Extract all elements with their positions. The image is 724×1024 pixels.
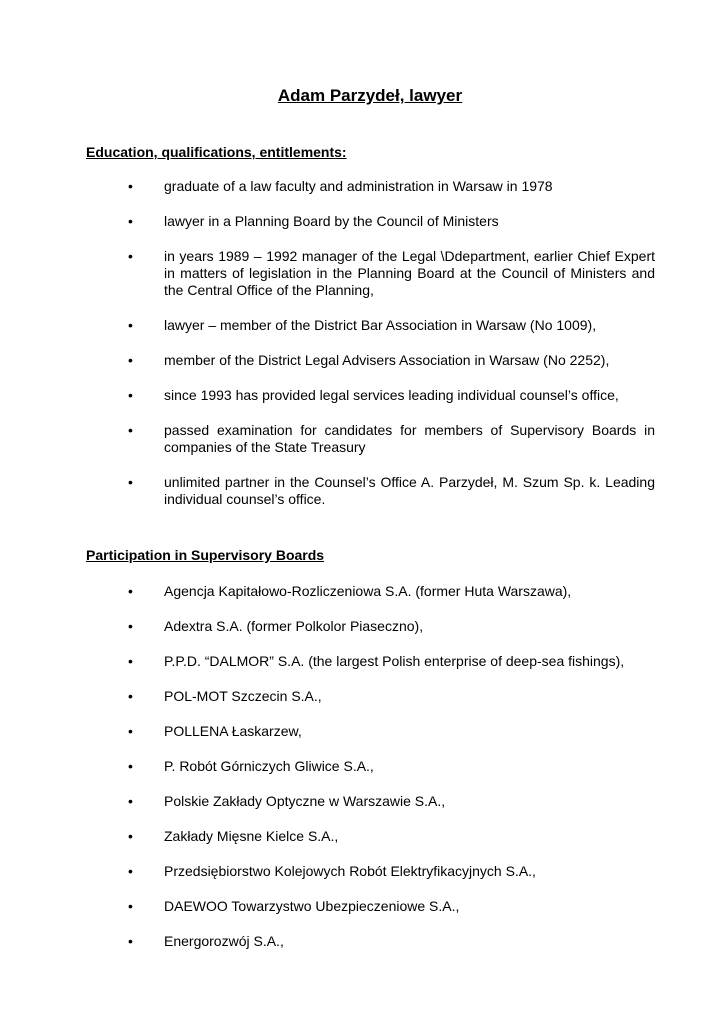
bullet-icon: • (128, 352, 133, 368)
supervisory-boards-heading: Participation in Supervisory Boards (86, 547, 325, 563)
bullet-icon: • (128, 583, 133, 599)
list-item-text: POLLENA Łaskarzew, (164, 723, 302, 739)
bullet-icon: • (128, 793, 133, 809)
list-item-text: Adextra S.A. (former Polkolor Piaseczno), (164, 618, 424, 634)
bullet-icon: • (128, 723, 133, 739)
list-item (0, 653, 655, 670)
list-item (0, 828, 655, 845)
bullet-icon: • (128, 317, 133, 333)
bullet-icon: • (128, 758, 133, 774)
list-item (0, 758, 655, 775)
bullet-icon: • (128, 898, 133, 914)
list-item (0, 422, 655, 456)
list-item (0, 583, 655, 600)
list-item-text: member of the District Legal Advisers Association in Warsaw (No 2252), (164, 352, 610, 368)
list-item-text: lawyer – member of the District Bar Association in Warsaw (No 1009), (164, 317, 597, 333)
list-item-text: Polskie Zakłady Optyczne w Warszawie S.A., (164, 793, 446, 809)
list-item (0, 793, 655, 810)
list-item-text: Zakłady Mięsne Kielce S.A., (164, 828, 339, 844)
bullet-icon: • (128, 178, 133, 194)
bullet-icon: • (128, 688, 133, 704)
bullet-icon: • (128, 618, 133, 634)
list-item (0, 933, 655, 950)
education-heading: Education, qualifications, entitlements: (86, 144, 347, 160)
bullet-icon: • (128, 863, 133, 879)
list-item-text: Energorozwój S.A., (164, 933, 284, 949)
list-item (0, 723, 655, 740)
list-item (0, 898, 655, 915)
supervisory-boards-list (0, 583, 724, 968)
list-item-text: P.P.D. “DALMOR” S.A. (the largest Polish enterprise of deep-sea fishings), (164, 653, 625, 669)
list-item (0, 618, 655, 635)
list-item-text: DAEWOO Towarzystwo Ubezpieczeniowe S.A., (164, 898, 460, 914)
bullet-icon: • (128, 933, 133, 949)
list-item-text: in years 1989 – 1992 manager of the Legal \Ddepartment, earlier Chief Expert in matters of legislation in the Planning Board at the Council of Ministers and the Central Office of the Planning, (164, 248, 655, 298)
education-list (0, 178, 724, 526)
list-item (0, 317, 655, 334)
list-item (0, 474, 655, 508)
bullet-icon: • (128, 474, 133, 490)
bullet-icon: • (128, 248, 133, 264)
list-item (0, 352, 655, 369)
list-item-text: graduate of a law faculty and administration in Warsaw in 1978 (164, 178, 553, 194)
list-item (0, 863, 655, 880)
list-item (0, 178, 655, 195)
bullet-icon: • (128, 422, 133, 438)
bullet-icon: • (128, 828, 133, 844)
document-title: Adam Parzydeł, lawyer (277, 86, 463, 105)
list-item-text: lawyer in a Planning Board by the Council of Ministers (164, 213, 499, 229)
list-item (0, 213, 655, 230)
list-item-text: unlimited partner in the Counsel’s Office A. Parzydeł, M. Szum Sp. k. Leading individual counsel’s office. (164, 474, 655, 507)
bullet-icon: • (128, 653, 133, 669)
bullet-icon: • (128, 387, 133, 403)
list-item-text: since 1993 has provided legal services leading individual counsel’s office, (164, 387, 619, 403)
list-item (0, 387, 655, 404)
list-item-text: P. Robót Górniczych Gliwice S.A., (164, 758, 374, 774)
list-item-text: POL-MOT Szczecin S.A., (164, 688, 322, 704)
list-item-text: Przedsiębiorstwo Kolejowych Robót Elektryfikacyjnych S.A., (164, 863, 536, 879)
bullet-icon: • (128, 213, 133, 229)
list-item (0, 248, 655, 299)
list-item-text: Agencja Kapitałowo-Rozliczeniowa S.A. (former Huta Warszawa), (164, 583, 572, 599)
list-item-text: passed examination for candidates for members of Supervisory Boards in companies of the State Treasury (164, 422, 655, 455)
list-item (0, 688, 655, 705)
